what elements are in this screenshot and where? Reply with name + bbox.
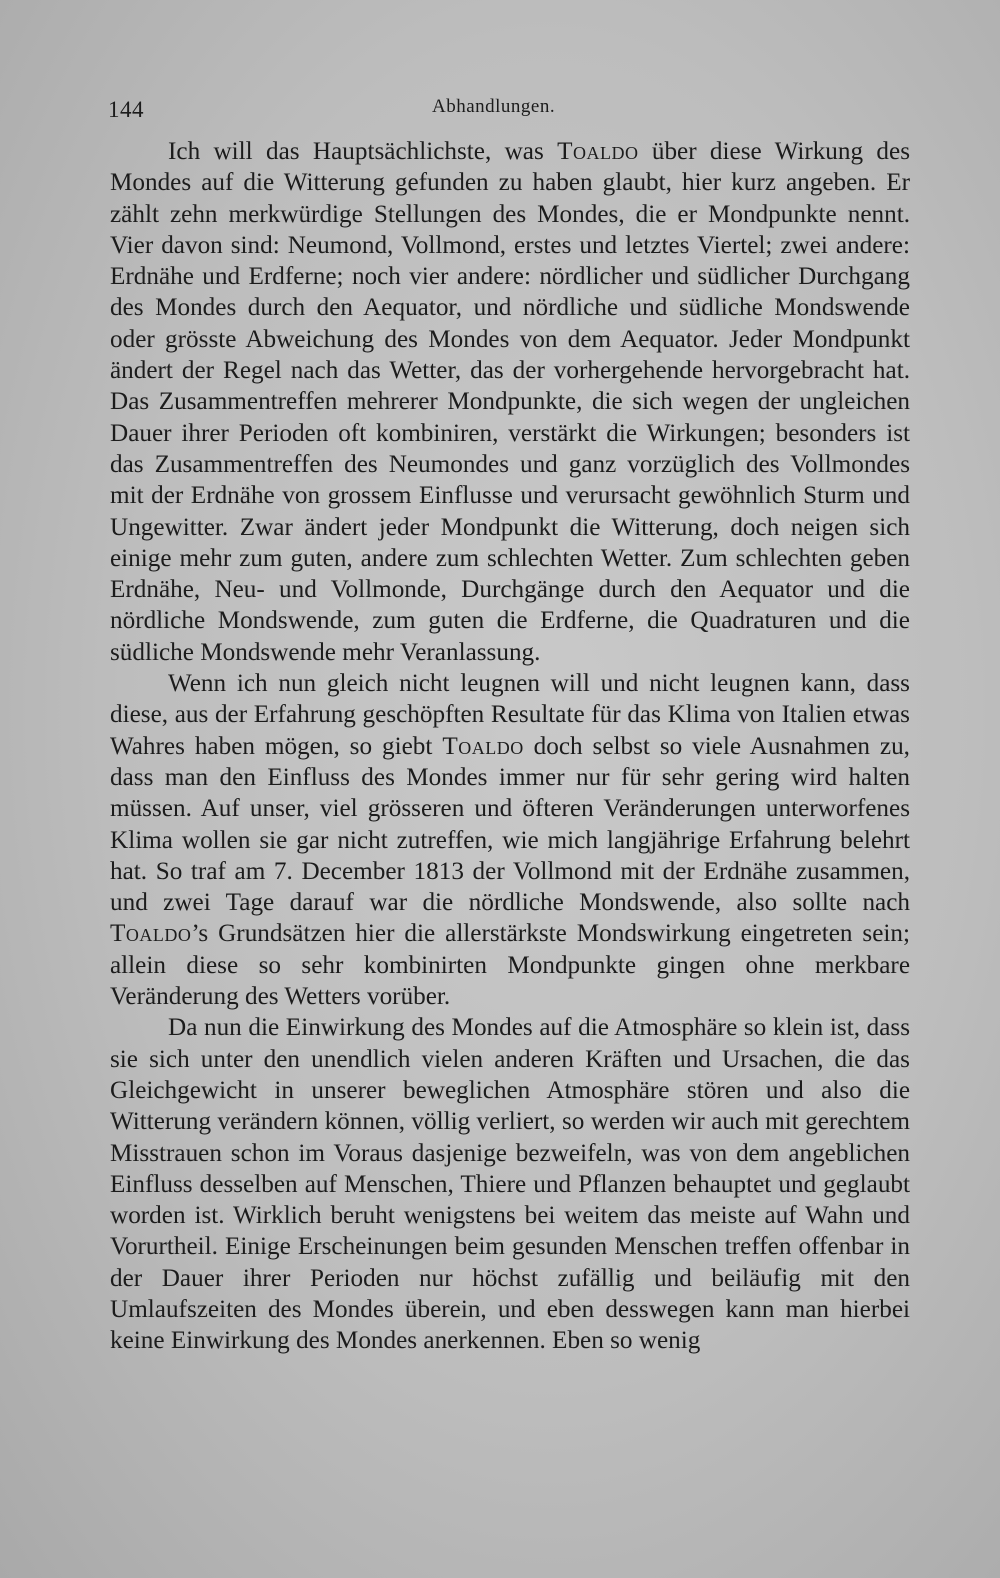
author-name: Toaldo [110, 920, 192, 948]
author-name: Toaldo [442, 732, 524, 760]
author-name: Toaldo [557, 138, 639, 165]
paragraph [110, 668, 910, 1012]
text-segment: Wenn ich nun gleich nicht leugnen will und nicht leugnen kann, dass diese, aus der Erfahrung geschöpften Resultate für das Klima von Italien etwas Wahres haben mögen, so giebt [110, 670, 910, 760]
text-segment: doch selbst so viele Ausnahmen zu, dass man den Einfluss des Mondes immer nur für sehr gering wird halten müssen. Auf unser, viel grösseren und öfteren Veränderungen unterworfenes Klima wollen sie gar nicht zutreffen, wie mich langjährige Erfahrung belehrt hat. So traf am 7. December 1813 der Vollmond mit der Erdnähe zusammen, und zwei Tage darauf war die nördliche Mondswende, also sollte nach [110, 732, 910, 917]
text-segment: über diese Wirkung des Mondes auf die Witterung gefunden zu haben glaubt, hier kurz angeben. Er zählt zehn merkwürdige Stellungen des Mondes, die er Mondpunkte nennt. Vier davon sind: Neumond, Vollmond, erstes und letztes Viertel; zwei andere: Erdnähe und Erdferne; noch vier andere: nördlicher und südlicher Durchgang des Mondes durch den Aequator, und nördliche und südliche Mondswende oder grösste Abweichung des Mondes von dem Aequator. Jeder Mondpunkt ändert der Regel nach das Wetter, das der vorhergehende hervorgebracht hat. Das Zusammentreffen mehrerer Mondpunkte, die sich wegen der ungleichen Dauer ihrer Perioden oft kombiniren, verstärkt die Wirkungen; besonders ist das Zusammentreffen des Neumondes und ganz vorzüglich des Vollmondes mit der Erdnähe von grossem Einflusse und verursacht gewöhnlich Sturm und Ungewitter. Zwar ändert jeder Mondpunkt die Witterung, doch neigen sich einige mehr zum guten, andere zum schlechten Wetter. Zum schlechten geben Erdnähe, Neu- und Vollmonde, Durchgänge durch den Aequator und die nördliche Mondswende, zum guten die Erdferne, die Quadraturen und die südliche Mondswende mehr Veranlassung. [110, 138, 911, 666]
body-text [110, 136, 910, 1357]
text-segment: Ich will das Hauptsächlichste, was [168, 138, 558, 165]
page-number: 144 [108, 97, 144, 122]
paragraph [110, 1012, 910, 1356]
running-title: Abhandlungen. [432, 96, 556, 117]
text-segment: Da nun die Einwirkung des Mondes auf die Atmosphäre so klein ist, dass sie sich unter den unendlich vielen anderen Kräften und Ursachen, die das Gleichgewicht in unserer beweglichen Atmosphäre stören und also die Witterung verändern können, völlig verliert, so werden wir auch mit gerechtem Misstrauen schon im Voraus dasjenige bezweifeln, was von dem angeblichen Einfluss desselben auf Menschen, Thiere und Pflanzen behauptet und geglaubt worden ist. Wirklich beruht wenigstens bei weitem das meiste auf Wahn und Vorurtheil. Einige Erscheinungen beim gesunden Menschen treffen offenbar in der Dauer ihrer Perioden nur höchst zufällig und beiläufig mit den Umlaufszeiten des Mondes überein, und eben desswegen kann man hierbei keine Einwirkung des Mondes anerkennen. Eben so wenig [110, 1014, 910, 1355]
text-segment: ’s Grundsätzen hier die allerstärkste Mondswirkung eingetreten sein; allein diese so sehr kombinirten Mondpunkte gingen ohne merkbare Veränderung des Wetters vorüber. [110, 920, 910, 1011]
paragraph [110, 136, 910, 668]
